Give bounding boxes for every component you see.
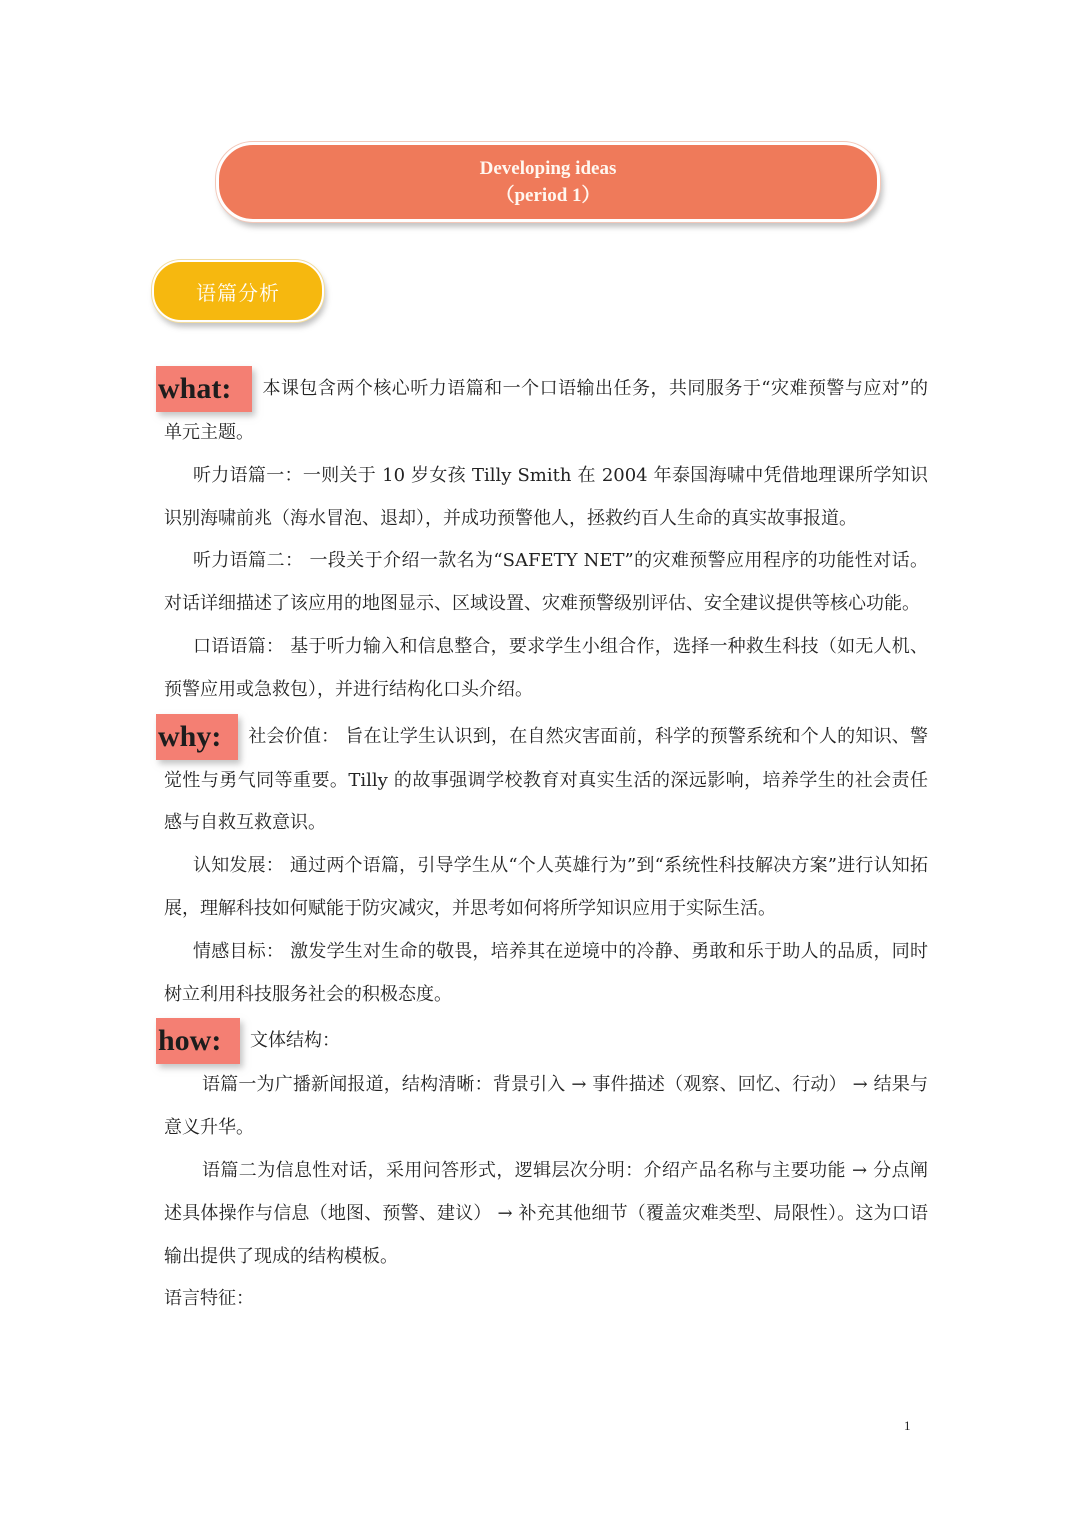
what-listening-1: 听力语篇一：一则关于 10 岁女孩 Tilly Smith 在 2004 年泰国海啸中凭借地理课所学知识识别海啸前兆（海水冒泡、退却），并成功预警他人，拯救约百人生命的真实故事报道。: [164, 464, 928, 529]
what-intro: 本课包含两个核心听力语篇和一个口语输出任务，共同服务于“灾难预警与应对”的单元主题。: [164, 378, 928, 443]
why-tag: why:: [156, 714, 238, 760]
title-line-1: Developing ideas: [479, 158, 617, 179]
how-paragraph: [158, 1018, 928, 1064]
what-paragraph: [158, 366, 928, 455]
content-body: [158, 366, 928, 1321]
why-cognitive: 认知发展： 通过两个语篇，引导学生从“个人英雄行为”到“系统性科技解决方案”进行认知拓展，理解科技如何赋能于防灾减灾，并思考如何将所学知识应用于实际生活。: [164, 855, 928, 919]
page-number: 1: [904, 1418, 911, 1433]
why-intro: 社会价值： 旨在让学生认识到，在自然灾害面前，科学的预警系统和个人的知识、警觉性与勇气同等重要。Tilly 的故事强调学校教育对真实生活的深远影响，培养学生的社会责任感与自救互救意识。: [164, 725, 928, 834]
how-text-1: 语篇一为广播新闻报道，结构清晰：背景引入 → 事件描述（观察、回忆、行动） → 结果与意义升华。: [164, 1074, 928, 1139]
why-emotional: 情感目标： 激发学生对生命的敬畏，培养其在逆境中的冷静、勇敢和乐于助人的品质，同时树立利用科技服务社会的积极态度。: [164, 940, 928, 1005]
how-language-features: 语言特征：: [164, 1288, 254, 1310]
what-tag: what:: [156, 366, 252, 412]
what-speaking: 口语语篇： 基于听力输入和信息整合，要求学生小组合作，选择一种救生科技（如无人机、预警应用或急救包），并进行结构化口头介绍。: [164, 635, 928, 700]
how-intro: 文体结构：: [250, 1030, 340, 1052]
why-paragraph: [158, 714, 928, 846]
section-badge: 语篇分析: [152, 260, 324, 322]
how-tag: how:: [156, 1018, 240, 1064]
how-text-2: 语篇二为信息性对话，采用问答形式，逻辑层次分明：介绍产品名称与主要功能 → 分点阐述具体操作与信息（地图、预警、建议） → 补充其他细节（覆盖灾难类型、局限性）。这为口语输出提供了现成的结构模板。: [164, 1159, 928, 1267]
what-listening-2: 听力语篇二： 一段关于介绍一款名为“SAFETY NET”的灾难预警应用程序的功能性对话。对话详细描述了该应用的地图显示、区域设置、灾难预警级别评估、安全建议提供等核心功能。: [164, 550, 928, 615]
title-banner: [216, 142, 880, 222]
title-line-2: （period 1）: [495, 185, 601, 206]
